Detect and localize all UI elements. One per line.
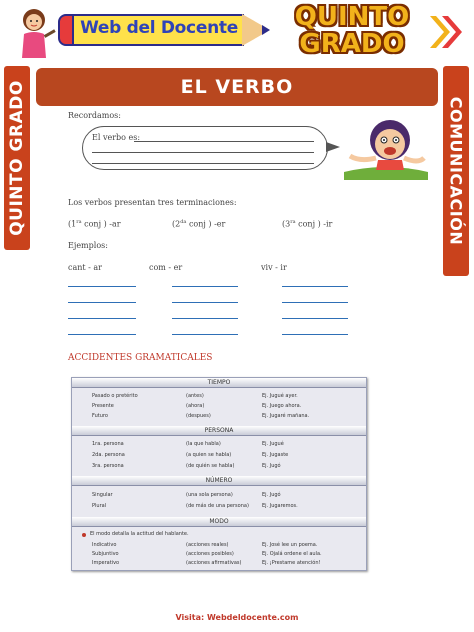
speech-bubble-tail xyxy=(326,142,340,152)
footer-link[interactable]: Visita: Webdeldocente.com xyxy=(175,613,299,622)
endings-intro: Los verbos presentan tres terminaciones: xyxy=(68,198,237,207)
tiempo-term: Pasado o pretérito xyxy=(92,393,138,399)
web-del-docente-logo[interactable] xyxy=(58,12,272,48)
definition-line[interactable] xyxy=(92,163,314,164)
right-subject-banner xyxy=(443,66,469,276)
answer-blank-er[interactable] xyxy=(172,302,238,303)
ending-second-pre: (2 xyxy=(172,219,181,229)
title-bar xyxy=(36,68,438,106)
answer-blank-ar[interactable] xyxy=(68,318,136,319)
boy-illustration xyxy=(340,110,432,180)
answer-blank-er[interactable] xyxy=(172,318,238,319)
tiempo-example: Ej. Juego ahora. xyxy=(262,403,302,409)
numero-term: Plural xyxy=(92,503,107,509)
tiempo-meaning: (despues) xyxy=(186,413,211,419)
numero-term: Singular xyxy=(92,492,113,498)
examples-heading: Ejemplos: xyxy=(68,241,108,250)
example-column-ir: viv - ir xyxy=(261,263,287,272)
answer-blank-ir[interactable] xyxy=(282,318,348,319)
ending-first-sup: ra xyxy=(76,219,82,225)
persona-example: Ej. Jugué xyxy=(262,441,284,447)
ending-second-post: conj ) -er xyxy=(186,219,226,229)
definition-line[interactable] xyxy=(92,152,314,153)
left-grade-banner xyxy=(4,66,30,250)
numero-example: Ej. Jugaremos. xyxy=(262,503,298,509)
tiempo-meaning: (ahora) xyxy=(186,403,205,409)
persona-example: Ej. Jugó xyxy=(262,463,281,469)
answer-blank-ir[interactable] xyxy=(282,334,348,335)
answer-blank-ar[interactable] xyxy=(68,286,136,287)
ending-second xyxy=(172,219,225,229)
grade-line-1: QUINTO xyxy=(294,2,410,32)
example-column-er: com - er xyxy=(149,263,183,272)
persona-meaning: (de quién se habla) xyxy=(186,463,235,469)
persona-term: 1ra. persona xyxy=(92,441,124,447)
page-title: EL VERBO xyxy=(180,76,294,98)
pencil-lead-shape xyxy=(262,25,270,35)
left-banner-label: QUINTO GRADO xyxy=(7,80,27,236)
ending-third xyxy=(282,219,332,229)
numero-meaning: (una sola persona) xyxy=(186,492,233,498)
answer-blank-er[interactable] xyxy=(172,286,238,287)
pencil-eraser-shape xyxy=(58,14,74,46)
ending-first-pre: (1 xyxy=(68,219,77,229)
modo-example: Ej. ¡Prestame atención! xyxy=(262,560,321,566)
modo-meaning: (acciones afirmativas) xyxy=(186,560,242,566)
tiempo-header: TIEMPO xyxy=(72,378,366,388)
grammar-table xyxy=(71,377,367,571)
numero-header: NÚMERO xyxy=(72,476,366,486)
grade-badge xyxy=(278,4,426,62)
bubble-label: El verbo es: xyxy=(92,133,141,142)
tiempo-meaning: (antes) xyxy=(186,393,204,399)
page-header xyxy=(0,0,474,64)
logo-text: Web del Docente xyxy=(80,18,238,38)
persona-term: 3ra. persona xyxy=(92,463,124,469)
grade-line-2: GRADO xyxy=(299,29,405,59)
bullet-icon xyxy=(82,533,86,537)
recall-heading: Recordamos: xyxy=(68,111,121,120)
numero-meaning: (de más de una persona) xyxy=(186,503,249,509)
answer-blank-er[interactable] xyxy=(172,334,238,335)
ending-third-sup: ra xyxy=(290,219,296,225)
modo-term: Imperativo xyxy=(92,560,120,566)
modo-meaning: (acciones posibles) xyxy=(186,551,234,557)
accidents-heading: ACCIDENTES GRAMATICALES xyxy=(68,353,213,363)
ending-third-post: conj ) -ir xyxy=(295,219,333,229)
modo-example: Ej. José lee un poema. xyxy=(262,542,318,548)
ending-third-pre: (3 xyxy=(282,219,291,229)
persona-term: 2da. persona xyxy=(92,452,125,458)
numero-example: Ej. Jugó xyxy=(262,492,281,498)
tiempo-term: Futuro xyxy=(92,413,108,419)
tiempo-example: Ej. Jugué ayer. xyxy=(262,393,298,399)
answer-blank-ir[interactable] xyxy=(282,286,348,287)
modo-term: Subjuntivo xyxy=(92,551,119,557)
example-column-ar: cant - ar xyxy=(68,263,102,272)
modo-example: Ej. Ojalá ordene el aula. xyxy=(262,551,322,557)
ending-second-sup: da xyxy=(180,219,187,225)
persona-header: PERSONA xyxy=(72,426,366,436)
modo-term: Indicativo xyxy=(92,542,117,548)
modo-header: MODO xyxy=(72,517,366,527)
tiempo-term: Presente xyxy=(92,403,114,409)
answer-blank-ar[interactable] xyxy=(68,334,136,335)
ending-first xyxy=(68,219,121,229)
tiempo-example: Ej. Jugaré mañana. xyxy=(262,413,310,419)
answer-blank-ir[interactable] xyxy=(282,302,348,303)
ending-first-post: conj ) -ar xyxy=(81,219,121,229)
persona-meaning: (la que habla) xyxy=(186,441,221,447)
teacher-illustration xyxy=(12,4,60,60)
modo-note: El modo detalla la actitud del hablante. xyxy=(90,531,189,537)
answer-blank-ar[interactable] xyxy=(68,302,136,303)
chevron-right-icon xyxy=(428,12,468,52)
definition-line[interactable] xyxy=(134,141,314,142)
persona-example: Ej. Jugaste xyxy=(262,452,289,458)
right-banner-label: COMUNICACIÓN xyxy=(446,96,466,246)
persona-meaning: (a quien se habla) xyxy=(186,452,232,458)
modo-meaning: (acciones reales) xyxy=(186,542,229,548)
